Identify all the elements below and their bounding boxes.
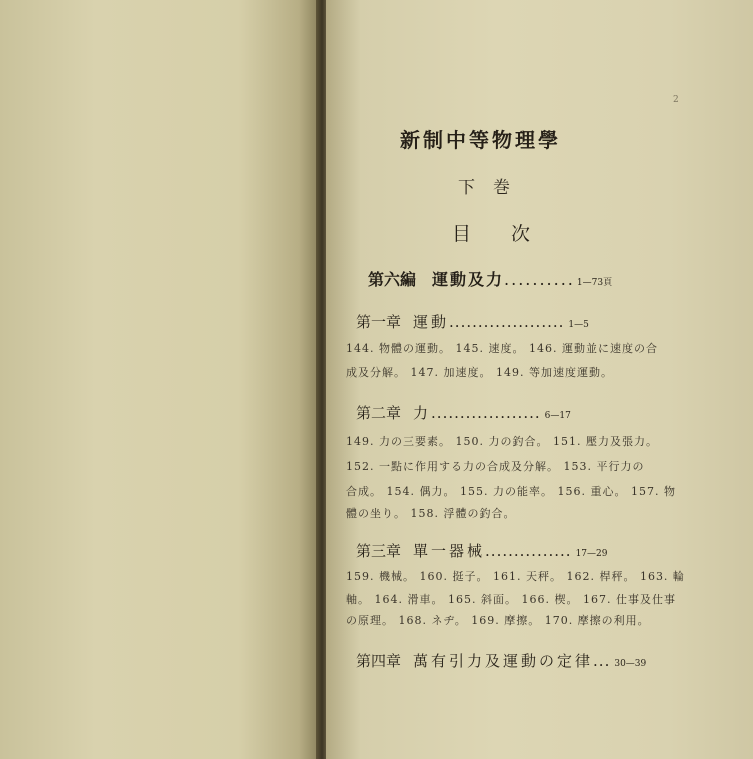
section-line: 成及分解。 147. 加速度。 149. 等加速度運動。	[346, 366, 613, 379]
section-line: 149. 力の三要素。 150. 力の釣合。 151. 壓力及張力。	[346, 435, 658, 448]
chapter-pages: 1—5	[568, 320, 589, 330]
volume-label: 下巻	[458, 178, 528, 198]
section-line: 144. 物體の運動。 145. 速度。 146. 運動並に速度の合	[346, 342, 658, 355]
contents-heading: 目次	[452, 223, 571, 245]
part-pages: 1—73頁	[576, 278, 613, 288]
section-line: 159. 機械。 160. 挺子。 161. 天秤。 162. 桿秤。 163. 輪	[346, 570, 685, 583]
chapter-heading	[356, 540, 607, 561]
chapter-name: 力	[413, 404, 432, 422]
chapter-heading	[356, 402, 571, 423]
part-leader: ..........	[504, 270, 575, 289]
chapter-name: 單一器械	[413, 542, 486, 560]
chapter-label: 第一章	[356, 313, 402, 331]
chapter-leader: ...	[593, 652, 611, 670]
chapter-leader: ...................	[431, 404, 541, 422]
section-line: 合成。 154. 偶力。 155. 力の能率。 156. 重心。 157. 物	[346, 485, 676, 498]
chapter-pages: 17—29	[575, 549, 608, 559]
section-line: の原理。 168. ネヂ。 169. 摩擦。 170. 摩擦の利用。	[346, 614, 650, 627]
section-line: 體の坐り。 158. 浮體の釣合。	[346, 507, 516, 520]
chapter-label: 第三章	[356, 542, 402, 560]
chapter-heading	[356, 311, 589, 332]
chapter-label: 第二章	[356, 404, 402, 422]
part-label: 第六編	[368, 270, 417, 289]
chapter-leader: ...............	[485, 542, 572, 560]
chapter-name: 萬有引力及運動の定律	[413, 652, 594, 670]
part-name: 運動及力	[432, 270, 505, 289]
chapter-heading	[356, 650, 646, 671]
chapter-name: 運動	[413, 313, 450, 331]
section-line: 軸。 164. 滑車。 165. 斜面。 166. 楔。 167. 仕事及仕事	[346, 593, 676, 606]
page-marker: 2	[673, 95, 679, 105]
section-line: 152. 一點に作用する力の合成及分解。 153. 平行力の	[346, 460, 645, 473]
chapter-label: 第四章	[356, 652, 402, 670]
left-page	[0, 0, 318, 759]
part-heading	[368, 267, 612, 290]
chapter-pages: 6—17	[544, 411, 571, 421]
chapter-leader: ....................	[449, 313, 565, 331]
book-title: 新制中等物理學	[400, 128, 561, 152]
chapter-pages: 30—39	[614, 659, 647, 669]
